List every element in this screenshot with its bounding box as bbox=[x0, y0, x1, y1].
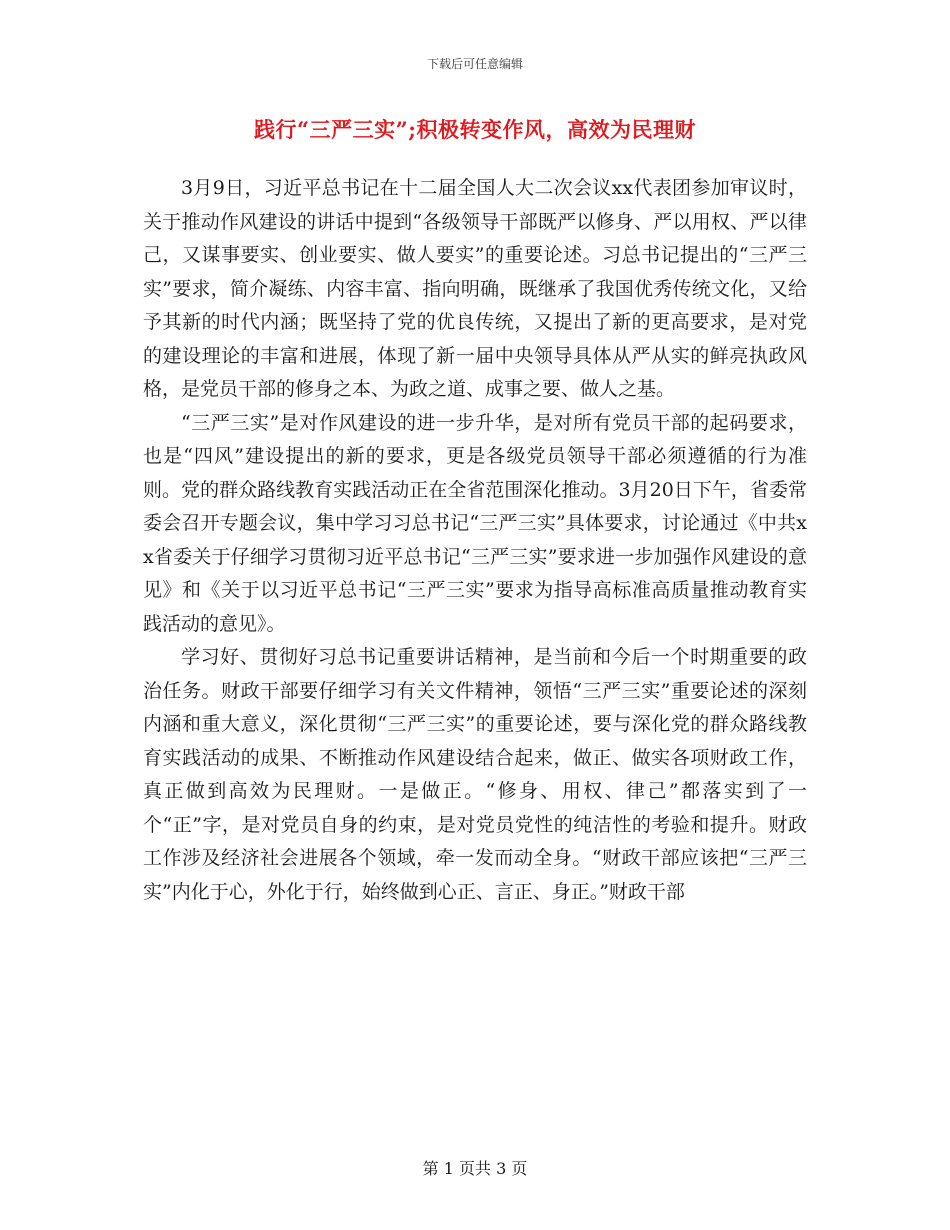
paragraph-2: “三严三实”是对作风建设的进一步升华，是对所有党员干部的起码要求，也是“四风”建设提出的新的要求，更是各级党员领导干部必须遵循的行为准则。党的群众路线教育实践活动正在全省范围深化推动。3月20日下午，省委常委会召开专题会议，集中学习习总书记“三严三实”具体要求，讨论通过《中共xx省委关于仔细学习贯彻习近平总书记“三严三实”要求进一步加强作风建设的意见》和《关于以习近平总书记“三严三实”要求为指导高标准高质量推动教育实践活动的意见》。 bbox=[143, 411, 807, 635]
header-note: 下载后可任意编辑 bbox=[426, 57, 523, 71]
document-body bbox=[143, 172, 807, 909]
paragraph-1: 3月9日，习近平总书记在十二届全国人大二次会议xx代表团参加审议时，关于推动作风建设的讲话中提到“各级领导干部既严以修身、严以用权、严以律己，又谋事要实、创业要实、做人要实”的重要论述。习总书记提出的“三严三实”要求，简介凝练、内容丰富、指向明确，既继承了我国优秀传统文化，又给予其新的时代内涵；既坚持了党的优良传统，又提出了新的更高要求，是对党的建设理论的丰富和进展，体现了新一届中央领导具体从严从实的鲜亮执政风格，是党员干部的修身之本、为政之道、成事之要、做人之基。 bbox=[143, 177, 807, 400]
page-number: 第 1 页共 3 页 bbox=[422, 1159, 528, 1178]
document-title: 践行“三严三实”;积极转变作风，高效为民理财 bbox=[254, 117, 696, 142]
paragraph-3: 学习好、贯彻好习总书记重要讲话精神，是当前和今后一个时期重要的政治任务。财政干部要仔细学习有关文件精神，领悟“三严三实”重要论述的深刻内涵和重大意义，深化贯彻“三严三实”的重要论述，要与深化党的群众路线教育实践活动的成果、不断推动作风建设结合起来，做正、做实各项财政工作，真正做到高效为民理财。一是做正。“修身、用权、律己”都落实到了一个“正”字，是对党员自身的约束，是对党员党性的纯洁性的考验和提升。财政工作涉及经济社会进展各个领域，牵一发而动全身。“财政干部应该把“三严三实”内化于心，外化于行，始终做到心正、言正、身正。”财政干部 bbox=[143, 646, 807, 903]
